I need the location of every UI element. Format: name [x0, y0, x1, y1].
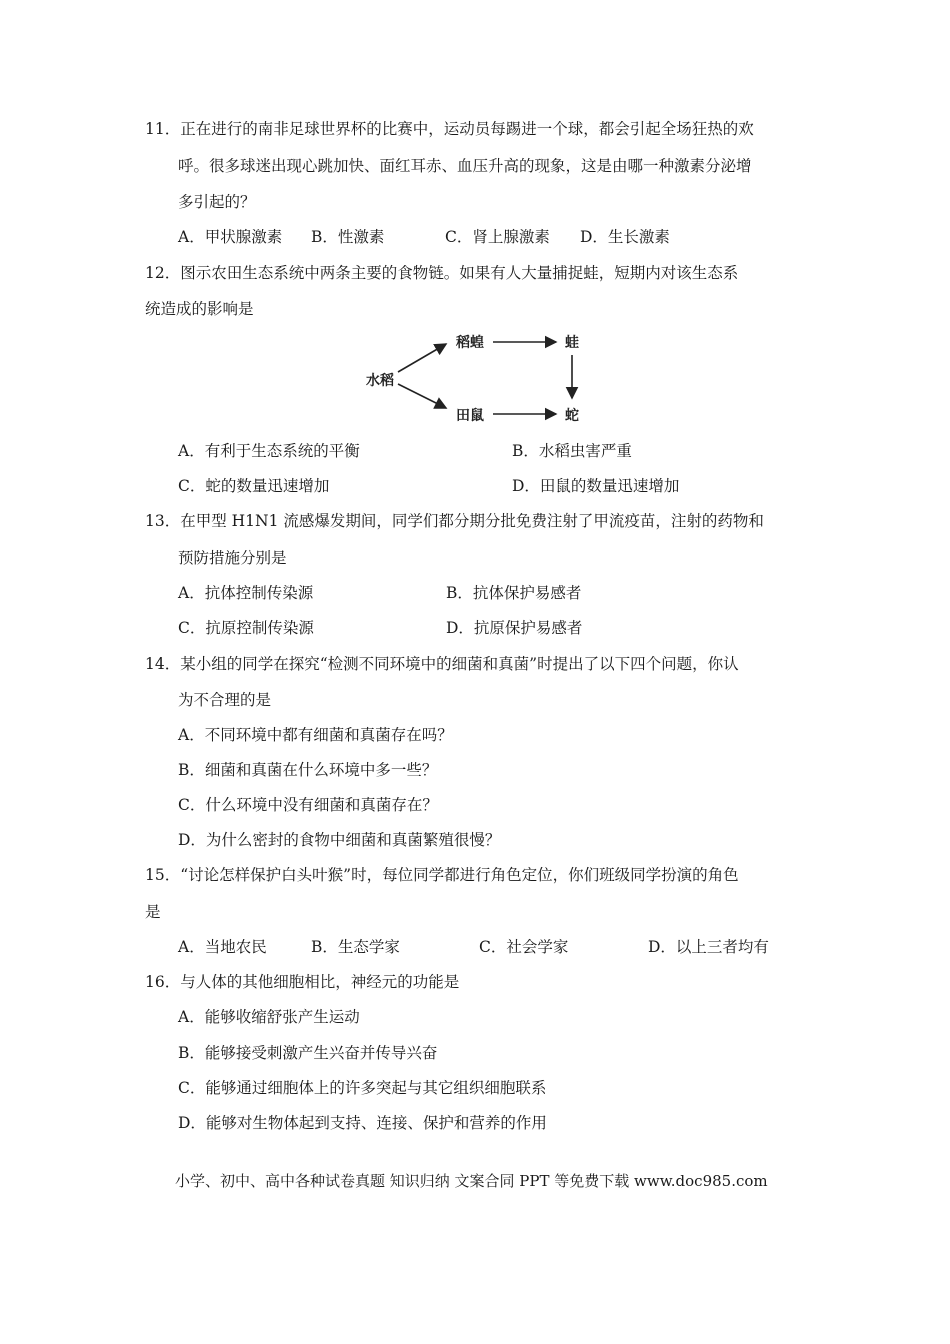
q12-option-a: A．有利于生态系统的平衡: [178, 442, 360, 460]
q12-option-d: D．田鼠的数量迅速增加: [512, 477, 680, 495]
q15-option-b: B．生态学家: [311, 938, 400, 956]
q15-option-c: C．社会学家: [479, 938, 569, 956]
q11-option-d: D．生长激素: [580, 228, 670, 246]
q11-option-a: A．甲状腺激素: [178, 228, 283, 246]
q13-stem-line1: 13．在甲型 H1N1 流感爆发期间，同学们都分期分批免费注射了甲流疫苗，注射的药物和: [145, 512, 764, 530]
arrow-rice-vole: [398, 384, 446, 408]
q14-option-a: A．不同环境中都有细菌和真菌存在吗？: [178, 726, 453, 744]
node-frog: 蛙: [565, 335, 579, 351]
q15-stem-line2: 是: [145, 903, 161, 921]
page-footer: 小学、初中、高中各种试卷真题 知识归纳 文案合同 PPT 等免费下载 www.doc985.com: [175, 1172, 768, 1190]
q12-stem-line2: 统造成的影响是: [145, 300, 254, 318]
q14-option-d: D．为什么密封的食物中细菌和真菌繁殖很慢？: [178, 831, 501, 849]
q13-option-c: C．抗原控制传染源: [178, 619, 314, 637]
q14-option-c: C．什么环境中没有细菌和真菌存在？: [178, 796, 438, 814]
q14-stem-line2: 为不合理的是: [178, 691, 272, 709]
q12-stem-line1: 12．图示农田生态系统中两条主要的食物链。如果有人大量捕捉蛙，短期内对该生态系: [145, 264, 739, 282]
q11-option-b: B．性激素: [311, 228, 385, 246]
q16-stem-line1: 16．与人体的其他细胞相比，神经元的功能是: [145, 973, 460, 991]
q13-option-b: B．抗体保护易感者: [446, 584, 582, 602]
q11-stem-line2: 呼。很多球迷出现心跳加快、面红耳赤、血压升高的现象，这是由哪一种激素分泌增: [178, 157, 752, 175]
q16-option-a: A．能够收缩舒张产生运动: [178, 1008, 360, 1026]
q16-option-d: D．能够对生物体起到支持、连接、保护和营养的作用: [178, 1114, 547, 1132]
q16-option-b: B．能够接受刺激产生兴奋并传导兴奋: [178, 1044, 438, 1062]
node-rice: 水稻: [366, 373, 394, 389]
q15-stem-line1: 15．“讨论怎样保护白头叶猴”时，每位同学都进行角色定位，你们班级同学扮演的角色: [145, 866, 739, 884]
q11-stem-line1: 11．正在进行的南非足球世界杯的比赛中，运动员每踢进一个球，都会引起全场狂热的欢: [145, 120, 754, 138]
q14-option-b: B．细菌和真菌在什么环境中多一些？: [178, 761, 438, 779]
node-snake: 蛇: [565, 408, 579, 424]
q14-stem-line1: 14．某小组的同学在探究“检测不同环境中的细菌和真菌”时提出了以下四个问题，你认: [145, 655, 739, 673]
q16-option-c: C．能够通过细胞体上的许多突起与其它组织细胞联系: [178, 1079, 547, 1097]
q13-option-a: A．抗体控制传染源: [178, 584, 314, 602]
q12-option-b: B．水稻虫害严重: [512, 442, 632, 460]
q13-option-d: D．抗原保护易感者: [446, 619, 583, 637]
node-locust: 稻蝗: [456, 335, 484, 351]
node-vole: 田鼠: [456, 408, 484, 424]
food-web-diagram: [360, 328, 600, 428]
q11-stem-line3: 多引起的？: [178, 193, 256, 211]
q15-option-a: A．当地农民: [178, 938, 267, 956]
q11-option-c: C．肾上腺激素: [445, 228, 550, 246]
q12-option-c: C．蛇的数量迅速增加: [178, 477, 330, 495]
arrow-rice-locust: [398, 344, 446, 372]
q13-stem-line2: 预防措施分别是: [178, 549, 287, 567]
q15-option-d: D．以上三者均有: [648, 938, 769, 956]
